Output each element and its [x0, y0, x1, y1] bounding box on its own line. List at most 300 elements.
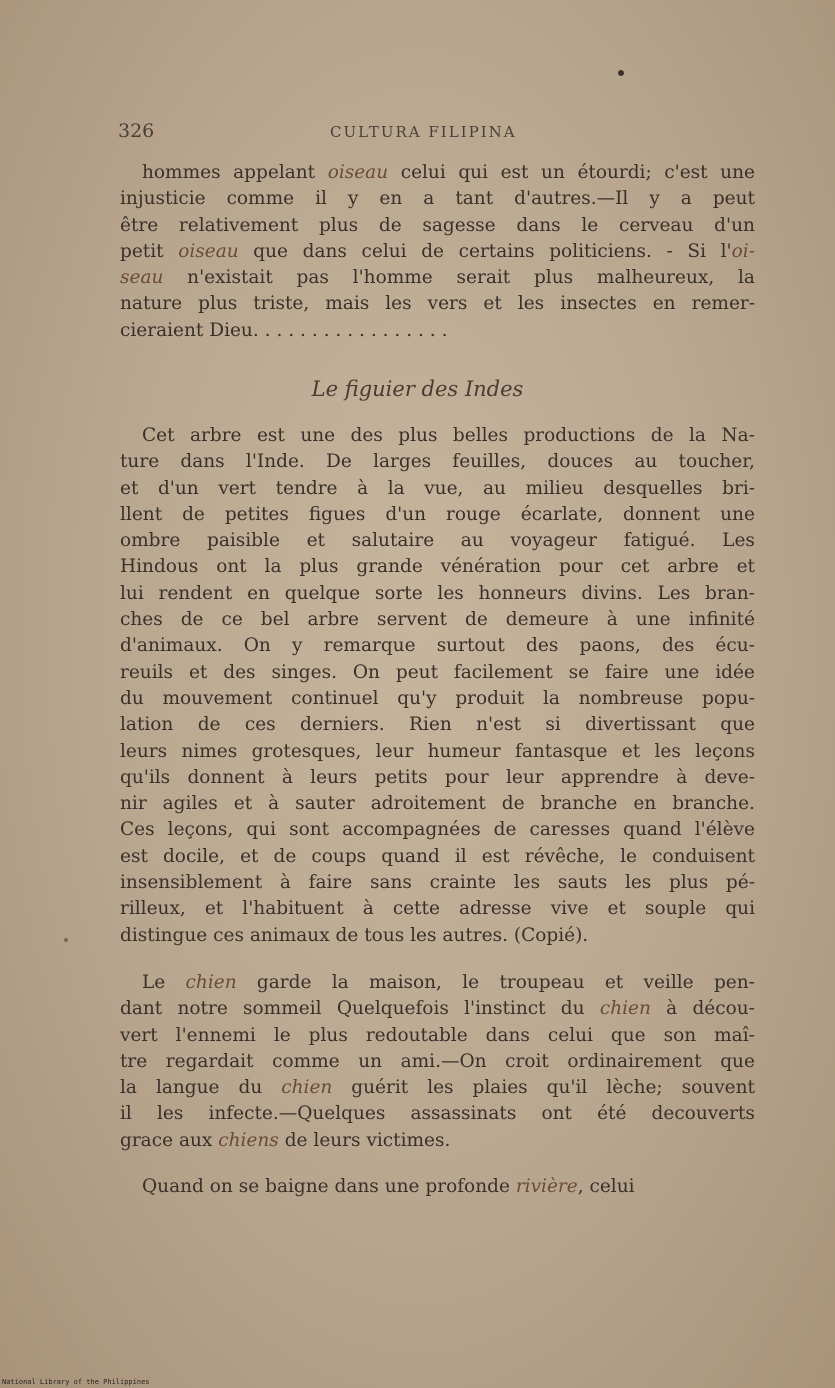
word: de [284, 1129, 308, 1151]
word: dans [485, 1024, 530, 1046]
word: ordinairement [567, 1050, 702, 1072]
word: dans [180, 451, 225, 473]
text-line [120, 528, 755, 554]
word: celui [400, 162, 446, 183]
word: tous [364, 924, 405, 946]
word: arbre [667, 556, 719, 578]
italic-word: l'oi- [720, 240, 755, 262]
word: écarlate, [520, 503, 604, 525]
word: distingue [120, 924, 208, 946]
word: servent [376, 609, 448, 631]
word: lui [120, 582, 144, 604]
text-line [120, 817, 755, 843]
word: reuils [120, 661, 174, 683]
word: relativement [178, 214, 299, 236]
word: guérit [351, 1077, 409, 1099]
word: politiciens. [549, 240, 652, 262]
word: comme [272, 1050, 340, 1072]
word: plus [318, 214, 359, 236]
word: insectes [560, 293, 637, 315]
text-line [120, 1174, 755, 1200]
word: voyageur [510, 530, 598, 552]
word: Dieu. [209, 319, 259, 341]
word: (Copié). [513, 924, 589, 946]
text-line [120, 449, 755, 475]
word: productions [523, 425, 636, 446]
word: leurs [313, 1129, 361, 1151]
word: fatigué. [623, 530, 696, 552]
word: Hindous [120, 556, 199, 578]
text-line [120, 660, 755, 686]
word: vert [120, 1024, 158, 1046]
word: a [680, 188, 692, 210]
word: pour [559, 556, 603, 578]
page-header [118, 120, 755, 144]
word: le [620, 845, 638, 867]
word: deve- [704, 766, 755, 788]
word: ture [120, 451, 160, 473]
page-number: 326 [118, 120, 155, 142]
word: du [238, 1077, 263, 1099]
word: qu'ils [120, 766, 171, 788]
word: Quand [142, 1176, 204, 1197]
word: n'existait [187, 267, 273, 289]
word: cette [392, 898, 440, 920]
word: lation [120, 714, 174, 736]
word: . [300, 319, 306, 341]
word: petites [224, 503, 289, 525]
word: leur [505, 766, 544, 788]
word: dans [334, 1176, 379, 1197]
word: du [560, 998, 585, 1020]
text-line [120, 239, 755, 265]
word: remarque [323, 635, 416, 657]
word: qui [246, 819, 277, 841]
paragraph-4 [120, 1174, 755, 1200]
word: garde [256, 972, 312, 993]
word: appelant [233, 162, 316, 183]
word: se [568, 661, 590, 683]
word: ches [120, 609, 163, 631]
word: . [429, 319, 436, 341]
word: en [633, 793, 657, 815]
word: feuilles, [452, 451, 527, 473]
word: en [379, 188, 403, 210]
word: veille [643, 972, 694, 993]
text-line [120, 844, 755, 870]
ink-spot [618, 70, 624, 76]
word: On [352, 661, 380, 683]
word: se [238, 1176, 260, 1197]
word: celui [361, 240, 407, 262]
word: d'autres.—Il [514, 188, 629, 210]
word: pen- [713, 972, 755, 993]
text-line [120, 686, 755, 712]
text-line [120, 160, 755, 186]
word: que [610, 1024, 646, 1046]
word: en [247, 582, 270, 604]
word: ont [541, 1103, 572, 1125]
word: arbre [190, 425, 242, 446]
word: les [156, 1103, 184, 1125]
word: decouverts [651, 1103, 755, 1125]
word: et [736, 556, 755, 578]
word: coups [311, 845, 367, 867]
word: nombreuse [578, 687, 684, 709]
word: il [454, 845, 467, 867]
word: n'est [476, 714, 522, 736]
section-heading: Le figuier des Indes [311, 377, 524, 401]
word: souple [644, 898, 707, 920]
word: de [465, 609, 488, 631]
word: infecte.—Quelques [208, 1103, 386, 1125]
word: redoutable [365, 1024, 468, 1046]
word: bel [260, 609, 290, 631]
word: être [120, 214, 159, 236]
word: l'élève [694, 819, 755, 841]
word: paons, [579, 635, 641, 657]
word: d'un [714, 214, 755, 236]
word: petits [374, 766, 428, 788]
word: du [120, 687, 144, 709]
text-line [120, 791, 755, 817]
text-line [120, 970, 755, 996]
text-line [120, 996, 755, 1022]
word: leurs [310, 766, 358, 788]
word: la [387, 477, 405, 499]
word: au [460, 530, 484, 552]
word: et [607, 898, 626, 920]
word: toucher, [678, 451, 755, 473]
word: adresse [459, 898, 532, 920]
word: . [370, 319, 377, 341]
text-line [120, 870, 755, 896]
word: la [120, 1077, 137, 1099]
word: une [720, 503, 755, 525]
text-line [120, 213, 755, 239]
word: nir [120, 793, 147, 815]
word: est [481, 845, 510, 867]
word: y [347, 188, 359, 210]
word: remer- [691, 293, 755, 315]
word: de [273, 845, 297, 867]
text-line [120, 291, 755, 317]
text-line [120, 265, 755, 291]
word: Si [687, 240, 707, 262]
word: dant [120, 998, 163, 1020]
word: les [410, 924, 437, 946]
word: que [720, 714, 755, 736]
word: qui [725, 898, 755, 920]
word: . [359, 319, 365, 341]
word: au [483, 477, 506, 499]
italic-word: chien [185, 972, 237, 993]
word: à [281, 766, 293, 788]
word: . [406, 319, 413, 341]
word: pé- [725, 872, 755, 894]
word: à [268, 793, 280, 815]
word: un [358, 1050, 383, 1072]
word: malheureux, [596, 267, 715, 289]
word: une [300, 425, 336, 446]
word: . [288, 319, 295, 341]
word: figues [308, 503, 366, 525]
italic-word: oiseau [327, 162, 389, 183]
word: Na- [721, 425, 755, 446]
word: insensiblement [120, 872, 263, 894]
word: ombre [120, 530, 181, 552]
word: ces [244, 714, 276, 736]
word: llent [120, 503, 163, 525]
word: De [326, 451, 352, 473]
word: et [604, 972, 624, 993]
word: une [720, 162, 755, 183]
word: de [493, 819, 517, 841]
word: rouge [446, 503, 501, 525]
word: baigne [265, 1176, 329, 1197]
word: faire [308, 872, 353, 894]
word: et [621, 740, 641, 762]
word: si [545, 714, 561, 736]
word: une [384, 1176, 420, 1197]
word: Les [657, 582, 691, 604]
word: donnent [187, 766, 265, 788]
word: aux [178, 1129, 213, 1151]
word: dans [516, 214, 561, 236]
word: écu- [715, 635, 755, 657]
word: paisible [206, 530, 280, 552]
word: crainte [429, 872, 497, 894]
word: des [526, 635, 559, 657]
text-line [120, 502, 755, 528]
word: c'est [664, 162, 708, 183]
word: vénération [440, 556, 542, 578]
word: il [120, 1103, 132, 1125]
word: surtout [436, 635, 505, 657]
word: leur [375, 740, 414, 762]
word: tendre [275, 477, 338, 499]
word: au [634, 451, 658, 473]
word: peut [395, 661, 438, 683]
word: . [311, 319, 318, 341]
word: à [676, 766, 688, 788]
word: est [500, 162, 529, 183]
word: triste, [253, 293, 310, 315]
word: apprendre [560, 766, 659, 788]
word: ont [216, 556, 247, 578]
text-line [120, 581, 755, 607]
word: cerveau [618, 214, 694, 236]
word: que [253, 240, 288, 262]
word: à [279, 872, 291, 894]
word: . [382, 319, 389, 341]
word: en [652, 293, 676, 315]
word: On [243, 635, 271, 657]
word: révêche, [524, 845, 606, 867]
italic-word: rivière, [515, 1176, 584, 1197]
word: . [441, 319, 448, 341]
word: notre [177, 998, 228, 1020]
word: singes. [271, 661, 337, 683]
word: de [182, 503, 205, 525]
word: arbre [307, 609, 359, 631]
word: et [120, 477, 139, 499]
word: caresses [529, 819, 611, 841]
word: des [661, 635, 695, 657]
word: y [292, 635, 303, 657]
word: sans [369, 872, 412, 894]
italic-word: chiens [218, 1129, 279, 1151]
word: injusticie [120, 188, 206, 210]
word: sauter [295, 793, 355, 815]
text-line [120, 423, 755, 449]
paragraph-1 [120, 160, 755, 344]
text-line [120, 739, 755, 765]
word: branche. [672, 793, 755, 815]
word: d'animaux. [120, 635, 223, 657]
word: grotesques, [251, 740, 362, 762]
word: leçons, [167, 819, 234, 841]
word: plus [669, 872, 709, 894]
word: à [606, 609, 618, 631]
word: Quelquefois [336, 998, 449, 1020]
word: y [649, 188, 660, 210]
word: a [423, 188, 435, 210]
word: grace [120, 1129, 174, 1151]
word: tre [120, 1050, 148, 1072]
word: plaies [472, 1077, 528, 1099]
word: continuel [291, 687, 379, 709]
word: . [347, 319, 354, 341]
word: tant [455, 188, 494, 210]
word: la [737, 267, 755, 289]
italic-word: chien [599, 998, 651, 1020]
word: Les [722, 530, 755, 552]
word: humeur [427, 740, 501, 762]
word: un [541, 162, 565, 183]
word: de [378, 214, 402, 236]
word: faire [605, 661, 649, 683]
word: infinité [688, 609, 755, 631]
word: est [256, 425, 285, 446]
word: conduisent [652, 845, 755, 867]
word: celui [589, 1176, 635, 1197]
word: vert [218, 477, 256, 499]
word: - [666, 240, 673, 262]
word: d'un [385, 503, 427, 525]
word: profonde [425, 1176, 510, 1197]
word: produit [455, 687, 525, 709]
word: divins. [581, 582, 643, 604]
word: à [357, 477, 369, 499]
word: nimes [181, 740, 238, 762]
word: ce [221, 609, 243, 631]
word: qu'y [397, 687, 437, 709]
word: belles [452, 425, 508, 446]
word: plus [398, 425, 438, 446]
word: honneurs [478, 582, 567, 604]
word: leurs [120, 740, 168, 762]
word: les [624, 872, 652, 894]
word: de [650, 425, 674, 446]
word: sommeil [243, 998, 322, 1020]
text-line [120, 1128, 755, 1154]
word: leçons [695, 740, 755, 762]
word: plus [299, 556, 339, 578]
word: . [418, 319, 424, 341]
text-line [120, 554, 755, 580]
word: pas [296, 267, 329, 289]
word: on [209, 1176, 233, 1197]
word: été [597, 1103, 627, 1125]
word: les [513, 872, 541, 894]
word: donnent [623, 503, 701, 525]
word: idée [715, 661, 755, 683]
word: il [315, 188, 327, 210]
text-line [120, 1101, 755, 1127]
word: Ces [120, 819, 155, 841]
word: croit [505, 1050, 549, 1072]
word: autres. [442, 924, 508, 946]
text-line [120, 923, 755, 949]
word: son [663, 1024, 697, 1046]
text-line [120, 318, 755, 344]
word: dans [302, 240, 347, 262]
italic-word: chien [281, 1077, 333, 1099]
word: nature [120, 293, 183, 315]
word: plus [198, 293, 238, 315]
word: une [664, 661, 700, 683]
word: et [483, 293, 502, 315]
word: assassinats [410, 1103, 517, 1125]
word: . [276, 319, 283, 341]
word: souvent [681, 1077, 755, 1099]
word: de [180, 609, 204, 631]
word: de [421, 240, 445, 262]
word: plus [533, 267, 574, 289]
word: demeure [505, 609, 589, 631]
text-line [120, 896, 755, 922]
word: cet [620, 556, 650, 578]
word: milieu [525, 477, 584, 499]
text-line [120, 1049, 755, 1075]
word: desquelles [603, 477, 703, 499]
word: qu'il [546, 1077, 588, 1099]
word: et [188, 661, 208, 683]
word: popu- [702, 687, 755, 709]
word: décou- [692, 998, 755, 1020]
word: l'ennemi [175, 1024, 256, 1046]
word: salutaire [351, 530, 435, 552]
library-credit: National Library of the Philippines [2, 1378, 150, 1386]
text-line [120, 607, 755, 633]
word: divertissant [585, 714, 696, 736]
word: Cet [142, 425, 175, 446]
word: l'Inde. [245, 451, 305, 473]
text-line [120, 765, 755, 791]
word: le [273, 1024, 291, 1046]
word: fantasque [515, 740, 608, 762]
word: adroitement [370, 793, 486, 815]
word: rendent [158, 582, 233, 604]
word: vers [427, 293, 468, 315]
word: . [323, 319, 330, 341]
text-line [120, 712, 755, 738]
word: les [427, 1077, 454, 1099]
word: mais [325, 293, 370, 315]
paragraph-3 [120, 970, 755, 1154]
word: quand [381, 845, 440, 867]
